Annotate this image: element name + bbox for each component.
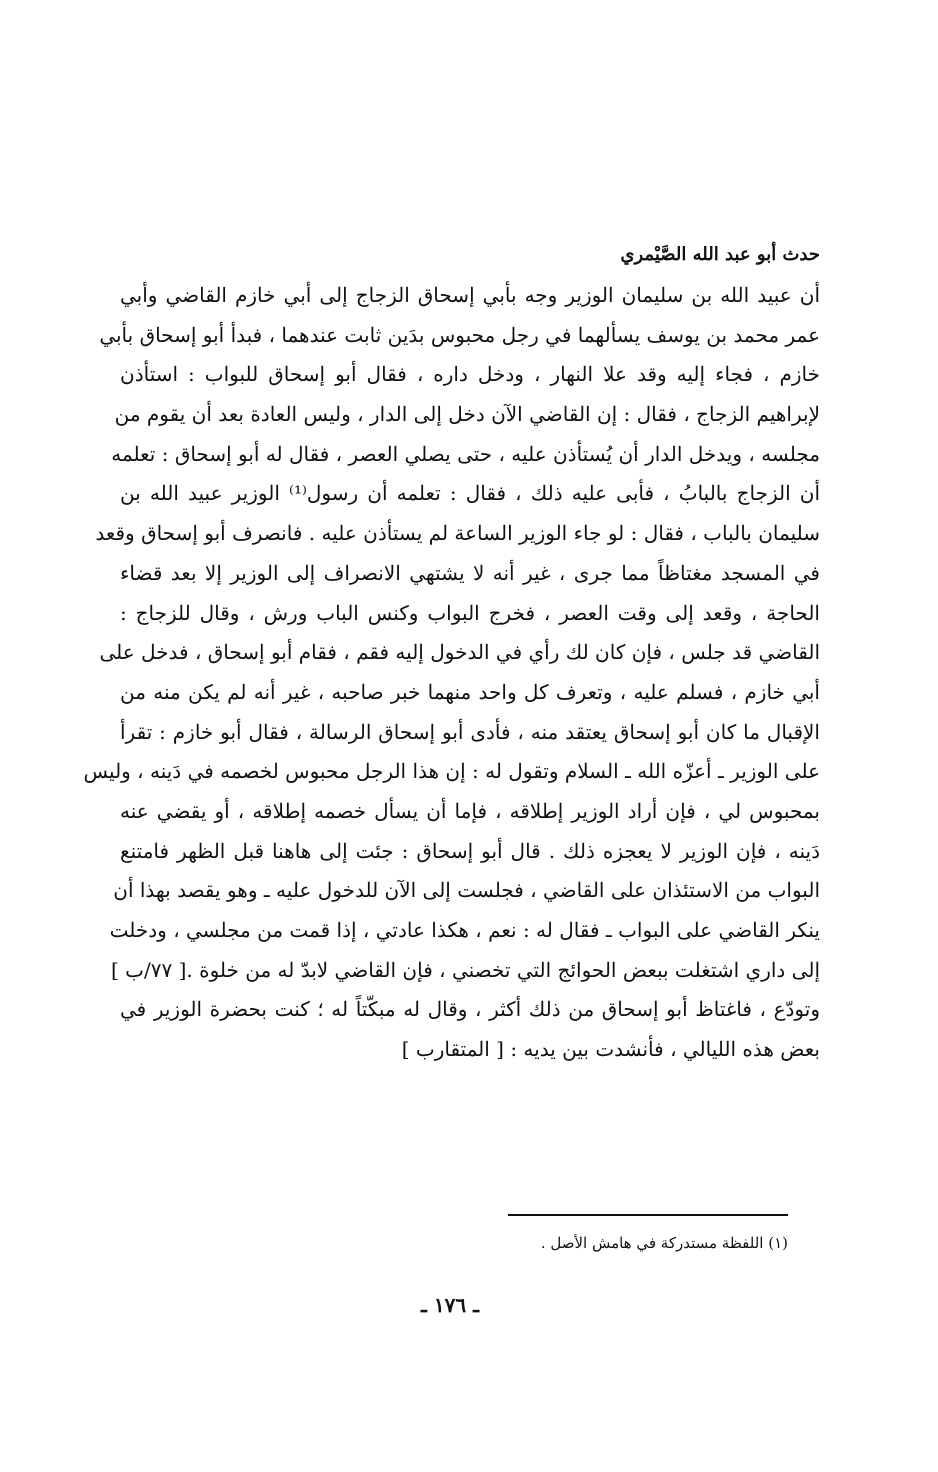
text-line: بعض هذه الليالي ، فأنشدت بين يديه : [ المتقارب ]: [401, 1037, 820, 1062]
text-line: إلى داري اشتغلت ببعض الحوائج التي تخصني ، فإن القاضي لابدّ له من خلوة .[ ٧٧/ب ]: [111, 957, 820, 982]
text-line: وتودّع ، فاغتاظ أبو إسحاق من ذلك أكثر ، وقال له مبكّتاً له ؛ كنت بحضرة الوزير في: [120, 997, 820, 1022]
text-line: القاضي قد جلس ، فإن كان لك رأي في الدخول إليه فقم ، فقام أبو إسحاق ، فدخل على: [99, 640, 820, 665]
text-line: عمر محمد بن يوسف يسألهما في رجل محبوس بدَين ثابت عندهما ، فبدأ أبو إسحاق بأبي: [99, 322, 820, 347]
text-line: الحاجة ، وقعد إلى وقت العصر ، فخرج البواب وكنس الباب ورش ، وقال للزجاج :: [120, 600, 820, 625]
text-line: خازم ، فجاء إليه وقد علا النهار ، ودخل داره ، فقال أبو إسحاق للبواب : استأذن: [120, 362, 820, 387]
text-line: الإقبال ما كان أبو إسحاق يعتقد منه ، فأدى أبو إسحاق الرسالة ، فقال أبو خازم : تقرأ: [120, 719, 820, 744]
body-text: [83, 276, 820, 1070]
text-line: أبي خازم ، فسلم عليه ، وتعرف كل واحد منهما خبر صاحبه ، غير أنه لم يكن منه من: [120, 679, 820, 704]
text-line: على الوزير ـ أعزّه الله ـ السلام وتقول له : إن هذا الرجل محبوس لخصمه في دَينه ، وليس: [83, 759, 820, 784]
text-line: في المسجد مغتاظاً مما جرى ، غير أنه لا يشتهي الانصراف إلى الوزير إلا بعد قضاء: [120, 560, 820, 585]
text-line: مجلسه ، ويدخل الدار أن يُستأذن عليه ، حتى يصلي العصر ، فقال له أبو إسحاق : تعلمه: [111, 441, 820, 466]
text-line: سليمان بالباب ، فقال : لو جاء الوزير الساعة لم يستأذن عليه . فانصرف أبو إسحاق وقعد: [95, 521, 820, 546]
text-line: أن الزجاج بالبابُ ، فأبى عليه ذلك ، فقال : تعلمه أن رسول⁽¹⁾ الوزير عبيد الله بن: [120, 481, 820, 506]
text-line: ينكر القاضي على البواب ـ فقال له : نعم ، هكذا عادتي ، إذا قمت من مجلسي ، ودخلت: [109, 918, 820, 942]
footnote-divider: [508, 1214, 788, 1216]
text-line: أن عبيد الله بن سليمان الوزير وجه بأبي إسحاق الزجاج إلى أبي خازم القاضي وأبي: [120, 283, 820, 307]
page-number: ـ ١٧٦ ـ: [421, 1293, 479, 1317]
text-line: دَينه ، فإن الوزير لا يعجزه ذلك . قال أبو إسحاق : جئت إلى هاهنا قبل الظهر فامتنع: [120, 838, 820, 863]
text-line: لإبراهيم الزجاج ، فقال : إن القاضي الآن دخل إلى الدار ، وليس العادة بعد أن يقوم من: [114, 402, 820, 427]
text-line: بمحبوس لي ، فإن أراد الوزير إطلاقه ، فإما أن يسأل خصمه إطلاقه ، أو يقضي عنه: [120, 798, 820, 823]
section-heading: حدث أبو عبد الله الصَّيْمري: [620, 244, 820, 265]
footnote: (١) اللفظة مستدركة في هامش الأصل .: [540, 1234, 788, 1252]
text-line: البواب من الاستئذان على القاضي ، فجلست إلى الآن للدخول عليه ـ وهو يقصد بهذا أن: [113, 878, 820, 903]
